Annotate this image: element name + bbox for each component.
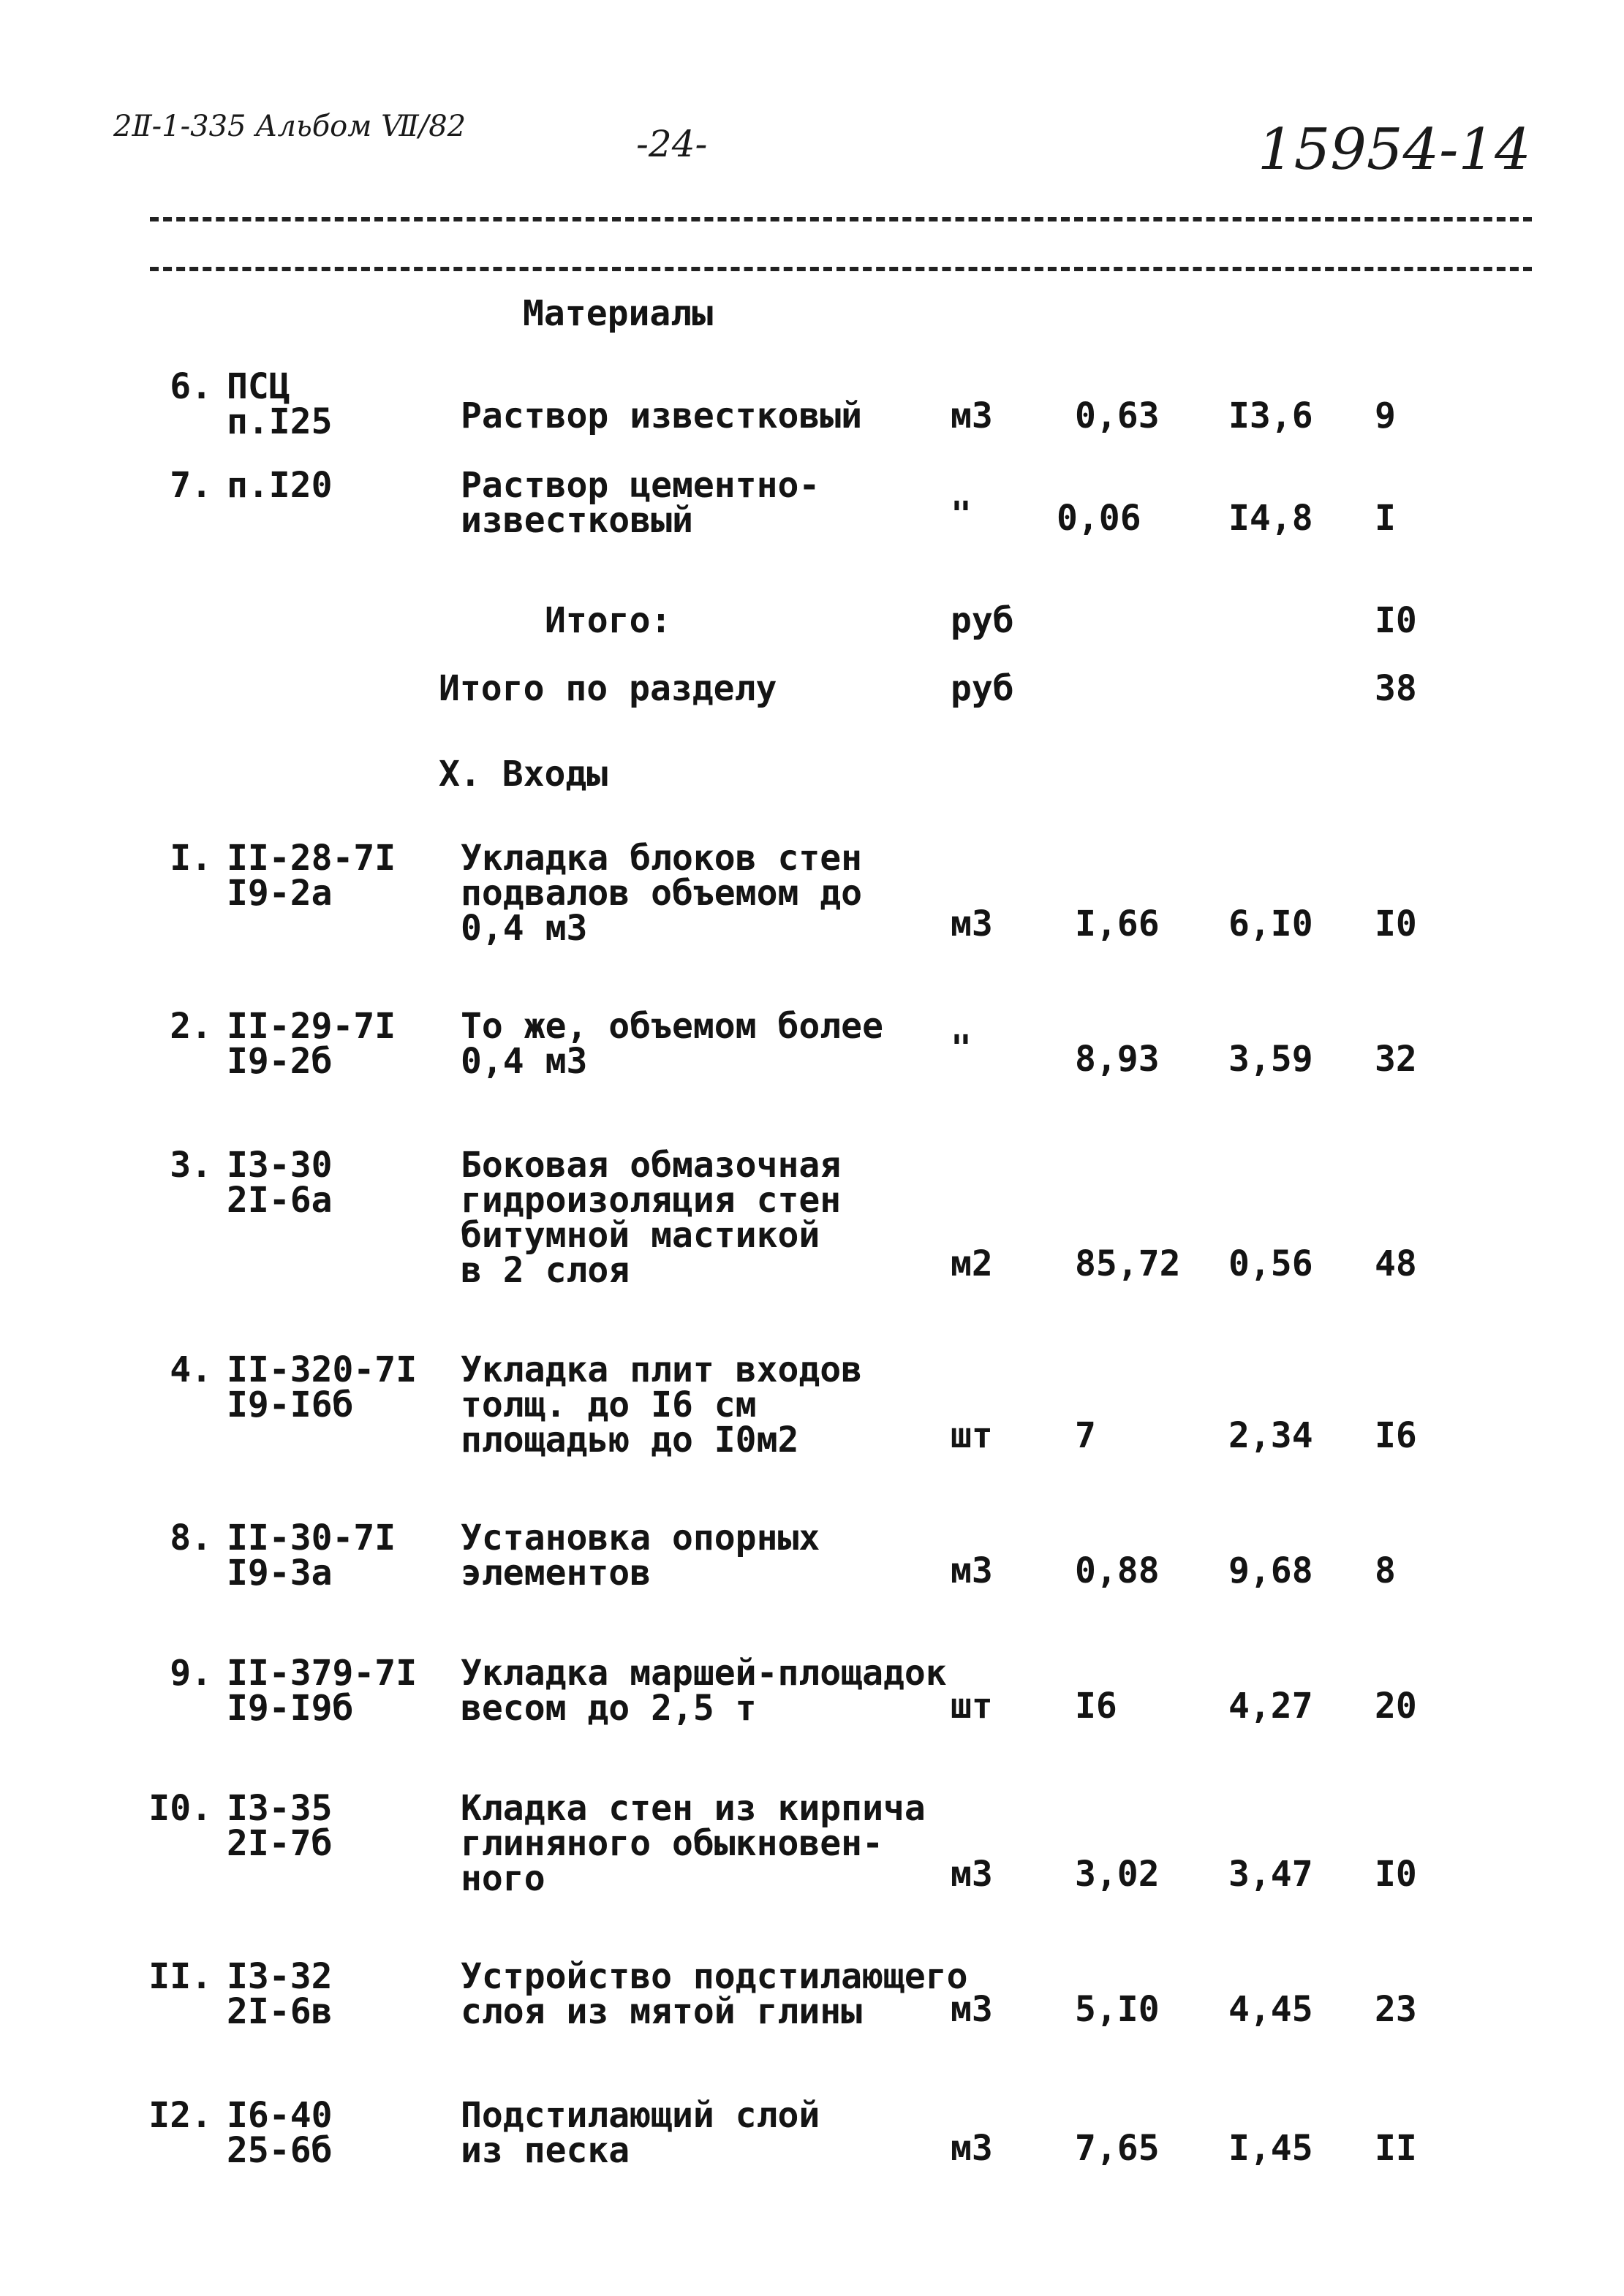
row-unit: " — [951, 494, 972, 535]
section-heading: X. Входы — [439, 754, 608, 795]
row-description: Установка опорных элементов — [461, 1518, 820, 1594]
row-cost: 23 — [1375, 1989, 1417, 2030]
row-description: Кладка стен из кирпича глиняного обыкновен- ного — [461, 1788, 926, 1899]
row-unit: м2 — [951, 1243, 993, 1284]
row-quantity: 0,63 — [1075, 395, 1160, 436]
row-price: 3,47 — [1228, 1854, 1313, 1895]
dashed-divider-top — [150, 217, 1532, 221]
row-number: 8. — [170, 1518, 212, 1558]
document-number: 15954-14 — [1258, 117, 1531, 183]
row-quantity: 8,93 — [1075, 1039, 1160, 1080]
row-description: То же, объемом более 0,4 м3 — [461, 1006, 883, 1082]
row-price: 2,34 — [1228, 1415, 1313, 1456]
row-cost: 8 — [1375, 1550, 1396, 1591]
row-unit: м3 — [951, 1550, 993, 1591]
row-cost: 9 — [1375, 395, 1396, 436]
materials-heading: Материалы — [523, 293, 714, 334]
row-description: Раствор известковый — [461, 395, 863, 436]
row-quantity: I6 — [1075, 1686, 1117, 1727]
row-price: I4,8 — [1228, 498, 1313, 539]
row-code: II-28-7I I9-2а — [227, 838, 396, 914]
row-price: 0,56 — [1228, 1243, 1313, 1284]
row-code: п.I20 — [227, 465, 333, 506]
row-cost: 48 — [1375, 1243, 1417, 1284]
row-code: I3-35 2I-7б — [227, 1788, 333, 1864]
row-price: 4,45 — [1228, 1989, 1313, 2030]
row-cost: 20 — [1375, 1686, 1417, 1727]
row-quantity: 0,88 — [1075, 1550, 1160, 1591]
row-code: II-379-7I I9-I9б — [227, 1653, 418, 1729]
row-price: 9,68 — [1228, 1550, 1313, 1591]
row-number: 7. — [170, 465, 212, 506]
total-unit: руб — [951, 600, 1014, 641]
row-price: 6,I0 — [1228, 903, 1313, 944]
row-code: II-29-7I I9-2б — [227, 1006, 396, 1082]
row-quantity: 3,02 — [1075, 1854, 1160, 1895]
section-total-value: 38 — [1375, 668, 1417, 709]
row-code: I3-30 2I-6а — [227, 1145, 333, 1221]
total-value: I0 — [1375, 600, 1417, 641]
page-number: -24- — [636, 123, 708, 165]
row-number: I0. — [148, 1788, 212, 1829]
row-description: Боковая обмазочная гидроизоляция стен битумной мастикой в 2 слоя — [461, 1145, 842, 1291]
row-quantity: 7,65 — [1075, 2128, 1160, 2169]
row-description: Подстилающий слой из песка — [461, 2095, 820, 2171]
row-price: 4,27 — [1228, 1686, 1313, 1727]
row-code: I6-40 25-6б — [227, 2095, 333, 2171]
dashed-divider-bottom — [150, 267, 1532, 271]
row-number: 6. — [170, 366, 212, 407]
row-cost: I0 — [1375, 903, 1417, 944]
row-unit: м3 — [951, 1989, 993, 2030]
row-quantity: I,66 — [1075, 903, 1160, 944]
row-price: I,45 — [1228, 2128, 1313, 2169]
row-price: I3,6 — [1228, 395, 1313, 436]
row-description: Укладка плит входов толщ. до I6 см площадью до I0м2 — [461, 1349, 863, 1460]
row-unit: м3 — [951, 395, 993, 436]
row-code: I3-32 2I-6в — [227, 1956, 333, 2032]
row-unit: м3 — [951, 903, 993, 944]
row-cost: I6 — [1375, 1415, 1417, 1456]
total-label: Итого: — [545, 600, 672, 641]
document-reference: 2Ⅱ-1-335 Альбом Ⅶ/82 — [113, 110, 467, 143]
section-total-label: Итого по разделу — [439, 668, 777, 709]
row-unit: шт — [951, 1686, 993, 1727]
row-description: Укладка блоков стен подвалов объемом до 0,4 м3 — [461, 838, 863, 949]
row-cost: 32 — [1375, 1039, 1417, 1080]
row-quantity: 5,I0 — [1075, 1989, 1160, 2030]
row-quantity: 85,72 — [1075, 1243, 1181, 1284]
section-total-unit: руб — [951, 668, 1014, 709]
row-number: I. — [170, 838, 212, 879]
row-code: II-30-7I I9-3а — [227, 1518, 396, 1594]
row-description: Устройство подстилающего слоя из мятой глины — [461, 1956, 968, 2032]
row-unit: " — [951, 1028, 972, 1069]
row-unit: м3 — [951, 2128, 993, 2169]
row-description: Укладка маршей-площадок весом до 2,5 т — [461, 1653, 947, 1729]
row-number: 3. — [170, 1145, 212, 1186]
row-code: II-320-7I I9-I6б — [227, 1349, 418, 1425]
row-cost: II — [1375, 2128, 1417, 2169]
row-number: 9. — [170, 1653, 212, 1694]
row-cost: I0 — [1375, 1854, 1417, 1895]
row-number: I2. — [148, 2095, 212, 2136]
row-number: 4. — [170, 1349, 212, 1390]
row-code: ПСЦ п.I25 — [227, 366, 333, 442]
row-unit: м3 — [951, 1854, 993, 1895]
row-cost: I — [1375, 498, 1396, 539]
row-unit: шт — [951, 1415, 993, 1456]
row-price: 3,59 — [1228, 1039, 1313, 1080]
row-number: 2. — [170, 1006, 212, 1047]
row-description: Раствор цементно- известковый — [461, 465, 820, 541]
row-quantity: 7 — [1075, 1415, 1096, 1456]
row-number: II. — [148, 1956, 212, 1997]
row-quantity: 0,06 — [1057, 498, 1141, 539]
